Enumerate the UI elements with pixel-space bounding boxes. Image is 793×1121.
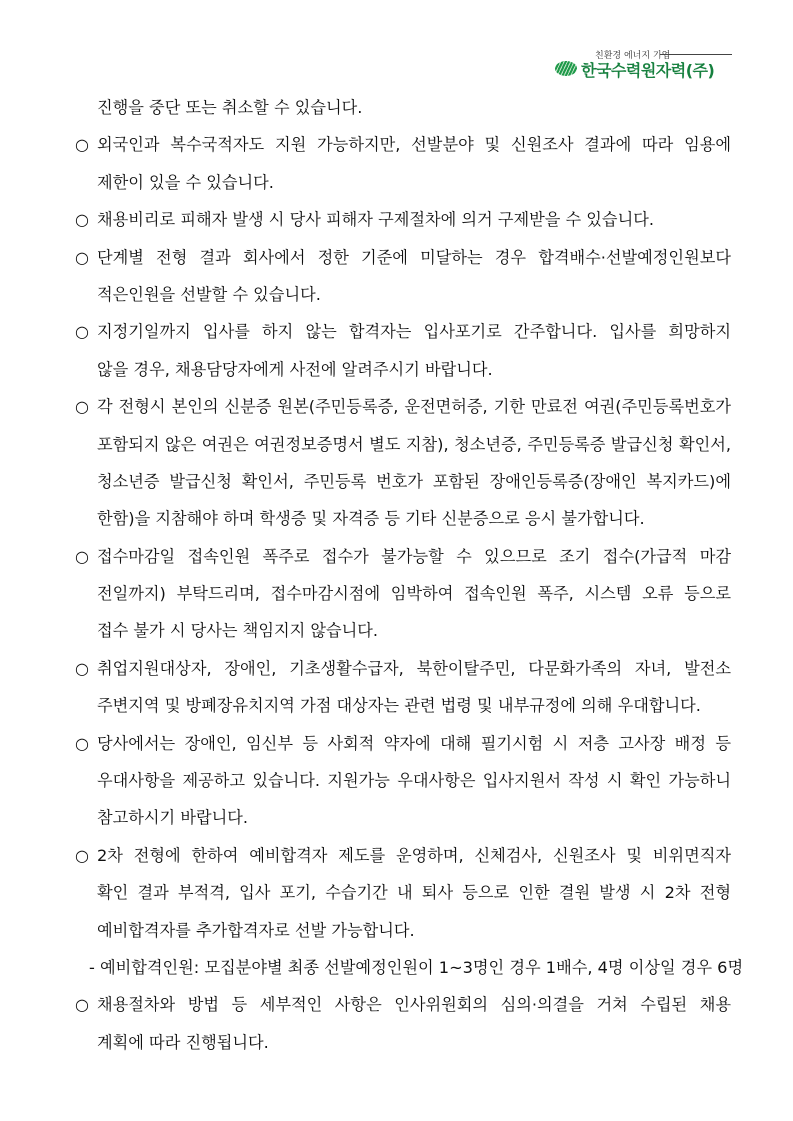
notice-item [75, 126, 731, 201]
line-text: 청소년증 발급신청 확인서, 주민등록 번호가 포함된 장애인등록증(장애인 복지카드)에 [97, 471, 731, 491]
line-text: 접수마감일 접속인원 폭주로 접수가 불가능할 수 있으므로 조기 접수(가급적 마감 [97, 546, 731, 566]
notice-item [75, 725, 731, 837]
line-text: 진행을 중단 또는 취소할 수 있습니다. [97, 98, 363, 117]
line-text: 확인 결과 부적격, 입사 포기, 수습기간 내 퇴사 등으로 인한 결원 발생 시 2차 전형 [97, 883, 731, 903]
bullet-circle-icon: ○ [75, 546, 89, 566]
line-text: 제한이 있을 수 있습니다. [97, 172, 274, 192]
text-line [75, 538, 731, 575]
text-line [75, 725, 731, 762]
bullet-circle-icon: ○ [75, 733, 89, 753]
line-text: 적은인원을 선발할 수 있습니다. [97, 284, 321, 304]
text-line [75, 89, 731, 126]
line-text: 각 전형시 본인의 신분증 원본(주민등록증, 운전면허증, 기한 만료전 여권(주민등록번호가 [97, 397, 731, 417]
line-text: - 예비합격인원: 모집분야별 최종 선발예정인원이 1~3명인 경우 1배수, 4명 이상일 경우 6명 [89, 957, 744, 977]
text-line [75, 912, 731, 949]
notice-item [75, 986, 731, 1061]
notice-item [75, 538, 731, 650]
text-line [75, 426, 731, 463]
notice-list [75, 89, 744, 1061]
line-text: 채용비리로 피해자 발생 시 당사 피해자 구제절차에 의거 구제받을 수 있습니다. [97, 210, 654, 230]
notice-item [75, 239, 731, 314]
globe-logo-icon [555, 61, 577, 76]
line-text: 채용절차와 방법 등 세부적인 사항은 인사위원회의 심의·의결을 거쳐 수립된 채용 [97, 995, 731, 1015]
line-text: 단계별 전형 결과 회사에서 정한 기준에 미달하는 경우 합격배수·선발예정인원보다 [97, 247, 731, 267]
text-line [75, 463, 731, 500]
line-text: 예비합격자를 추가합격자로 선발 가능합니다. [97, 920, 415, 940]
line-text: 계획에 따라 진행됩니다. [97, 1032, 269, 1052]
notice-item [75, 650, 731, 725]
text-line [75, 874, 731, 911]
text-line [75, 351, 731, 388]
bullet-circle-icon: ○ [75, 210, 89, 230]
logo-tagline: 친환경 에너지 기업 [595, 51, 671, 61]
logo-brand: 한국수력원자력(주) [581, 61, 715, 80]
bullet-circle-icon: ○ [75, 995, 89, 1015]
notice-item [75, 201, 731, 238]
text-line [75, 500, 731, 537]
line-text: 참고하시기 바랍니다. [97, 808, 249, 828]
text-line [75, 575, 731, 612]
text-line [75, 126, 731, 163]
notice-item [75, 313, 731, 388]
line-text: 포함되지 않은 여권은 여권정보증명서 별도 지참), 청소년증, 주민등록증 발급신청 확인서, [97, 434, 731, 454]
notice-item [75, 837, 731, 949]
text-line [75, 313, 731, 350]
notice-continuation [75, 89, 731, 126]
logo-rule [660, 54, 732, 55]
bullet-circle-icon: ○ [75, 135, 89, 155]
line-text: 접수 불가 시 당사는 책임지지 않습니다. [97, 621, 379, 641]
text-line [75, 239, 731, 276]
text-line [75, 276, 731, 313]
line-text: 않을 경우, 채용담당자에게 사전에 알려주시기 바랍니다. [97, 359, 493, 379]
line-text: 외국인과 복수국적자도 지원 가능하지만, 선발분야 및 신원조사 결과에 따라 임용에 [97, 135, 731, 155]
line-text: 취업지원대상자, 장애인, 기초생활수급자, 북한이탈주민, 다문화가족의 자녀, 발전소 [97, 658, 731, 678]
bullet-circle-icon: ○ [75, 247, 89, 267]
line-text: 전일까지) 부탁드리며, 접수마감시점에 임박하여 접속인원 폭주, 시스템 오류 등으로 [97, 584, 731, 604]
text-line [75, 201, 731, 238]
text-line [75, 612, 731, 649]
text-line [75, 1024, 731, 1061]
line-text: 우대사항을 제공하고 있습니다. 지원가능 우대사항은 입사지원서 작성 시 확인 가능하니 [97, 771, 731, 791]
notice-item [75, 388, 731, 538]
notice-sub-item [75, 949, 744, 986]
text-line [75, 837, 731, 874]
text-line [75, 949, 744, 986]
text-line [75, 799, 731, 836]
line-text: 주변지역 및 방폐장유치지역 가점 대상자는 관련 법령 및 내부규정에 의해 우대합니다. [97, 696, 701, 716]
bullet-circle-icon: ○ [75, 658, 89, 678]
text-line [75, 986, 731, 1023]
bullet-circle-icon: ○ [75, 845, 89, 865]
text-line [75, 650, 731, 687]
text-line [75, 687, 731, 724]
text-line [75, 164, 731, 201]
line-text: 당사에서는 장애인, 임신부 등 사회적 약자에 대해 필기시험 시 저층 고사장 배정 등 [97, 733, 731, 753]
company-logo [555, 48, 735, 80]
line-text: 한함)을 지참해야 하며 학생증 및 자격증 등 기타 신분증으로 응시 불가합니다. [97, 509, 645, 529]
bullet-circle-icon: ○ [75, 322, 89, 342]
text-line [75, 762, 731, 799]
line-text: 지정기일까지 입사를 하지 않는 합격자는 입사포기로 간주합니다. 입사를 희망하지 [97, 322, 731, 342]
line-text: 2차 전형에 한하여 예비합격자 제도를 운영하며, 신체검사, 신원조사 및 비위면직자 [97, 845, 731, 865]
text-line [75, 388, 731, 425]
bullet-circle-icon: ○ [75, 397, 89, 417]
